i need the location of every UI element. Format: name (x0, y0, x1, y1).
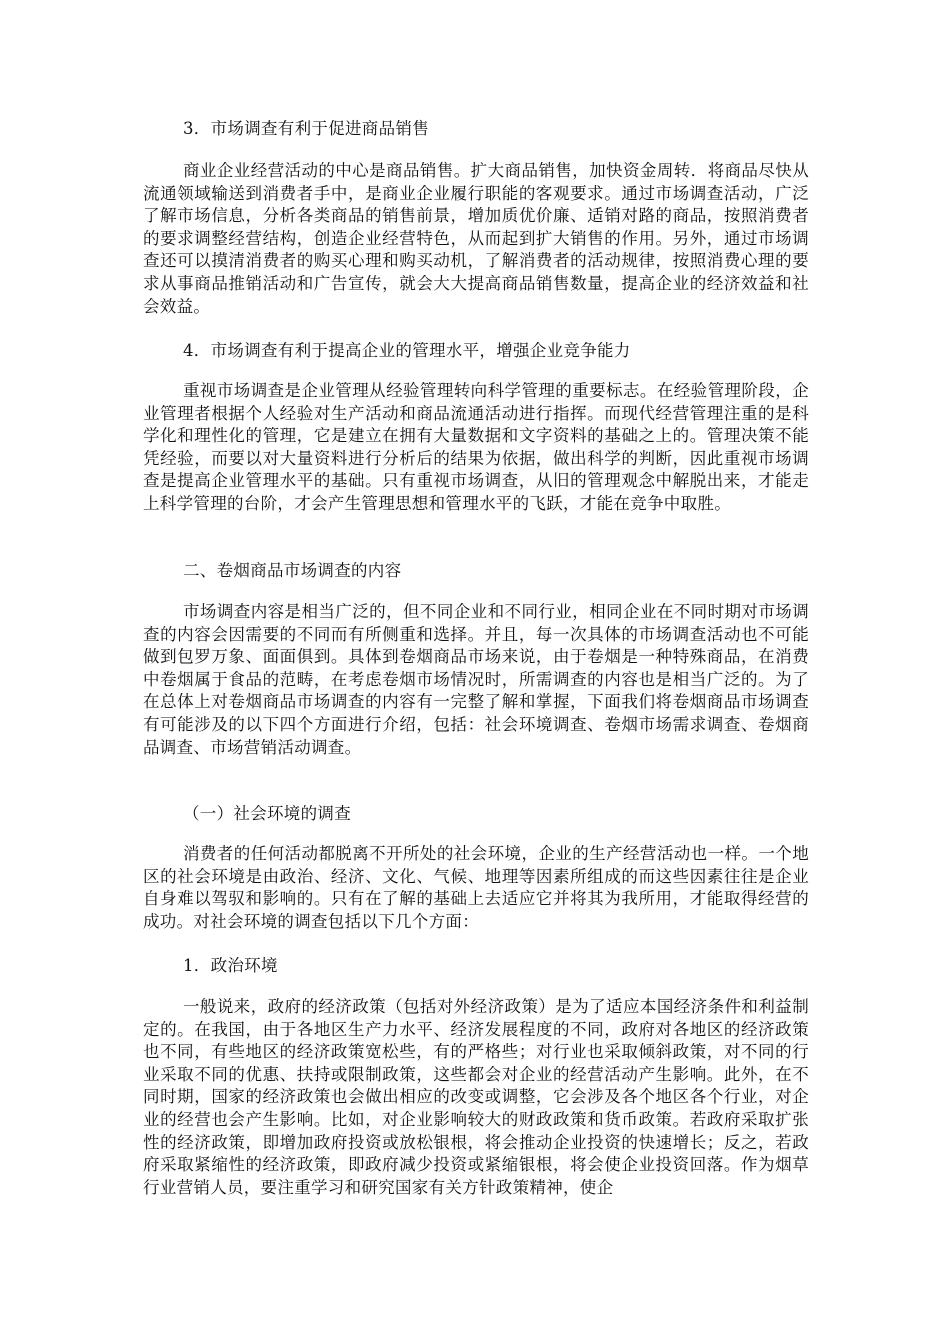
body-paragraph: 消费者的任何活动都脱离不开所处的社会环境，企业的生产经营活动也一样。一个地区的社会环境是由政治、经济、文化、气候、地理等因素所组成的而这些因素往往是企业自身难以驾驭和影响的。只有在了解的基础上去适应它并将其为我所用，才能取得经营的成功。对社会环境的调查包括以下几个方面： (143, 844, 809, 931)
body-paragraph: 市场调查内容是相当广泛的，但不同企业和不同行业，相同企业在不同时期对市场调查的内容会因需要的不同而有所侧重和选择。并且，每一次具体的市场调查活动也不可能做到包罗万象、面面俱到。具体到卷烟商品市场来说，由于卷烟是一种特殊商品，在消费中卷烟属于食品的范畴，在考虑卷烟市场情况时，所需调查的内容也是相当广泛的。为了在总体上对卷烟商品市场调查的内容有一完整了解和掌握，下面我们将卷烟商品市场调查有可能涉及的以下四个方面进行介绍，包括：社会环境调查、卷烟市场需求调查、卷烟商品调查、市场营销活动调查。 (143, 602, 809, 757)
body-paragraph: 重视市场调查是企业管理从经验管理转向科学管理的重要标志。在经验管理阶段，企业管理者根据个人经验对生产活动和商品流通活动进行指挥。而现代经营管理注重的是科学化和理性化的管理，它是建立在拥有大量数据和文字资料的基础之上的。管理决策不能凭经验，而要以对大量资料进行分析后的结果为依据，做出科学的判断，因此重视市场调查是提高企业管理水平的基础。只有重视市场调查，从旧的管理观念中解脱出来，才能走上科学管理的台阶，才会产生管理思想和管理水平的飞跃，才能在竞争中取胜。 (143, 381, 809, 513)
body-paragraph: 商业企业经营活动的中心是商品销售。扩大商品销售，加快资金周转．将商品尽快从流通领域输送到消费者手中，是商业企业履行职能的客观要求。通过市场调查活动，广泛了解市场信息，分析各类商品的销售前景，增加质优价廉、适销对路的商品，按照消费者的要求调整经营结构，创造企业经营特色，从而起到扩大销售的作用。另外，通过市场调查还可以摸清消费者的购买心理和购买动机，了解消费者的活动规律，按照消费心理的要求从事商品推销活动和广告宣传，就会大大提高商品销售数量，提高企业的经济效益和社会效益。 (143, 161, 809, 316)
section-heading: 3．市场调查有利于促进商品销售 (183, 119, 429, 138)
section-heading: 1．政治环境 (183, 956, 278, 975)
section-heading: 4．市场调查有利于提高企业的管理水平，增强企业竞争能力 (183, 341, 631, 360)
section-heading: （一）社会环境的调查 (183, 804, 351, 823)
section-heading: 二、卷烟商品市场调查的内容 (183, 561, 402, 580)
body-paragraph: 一般说来，政府的经济政策（包括对外经济政策）是为了适应本国经济条件和利益制定的。在我国，由于各地区生产力水平、经济发展程度的不同，政府对各地区的经济政策也不同，有些地区的经济政策宽松些，有的严格些；对行业也采取倾斜政策，对不同的行业采取不同的优惠、扶持或限制政策，这些都会对企业的经营活动产生影响。此外，在不同时期，国家的经济政策也会做出相应的改变或调整，它会涉及各个地区各个行业，对企业的经营也会产生影响。比如，对企业影响较大的财政政策和货币政策。若政府采取扩张性的经济政策，即增加政府投资或放松银根，将会推动企业投资的快速增长；反之，若政府采取紧缩性的经济政策，即政府减少投资或紧缩银根，将会使企业投资回落。作为烟草行业营销人员，要注重学习和研究国家有关方针政策精神，使企 (143, 997, 809, 1197)
